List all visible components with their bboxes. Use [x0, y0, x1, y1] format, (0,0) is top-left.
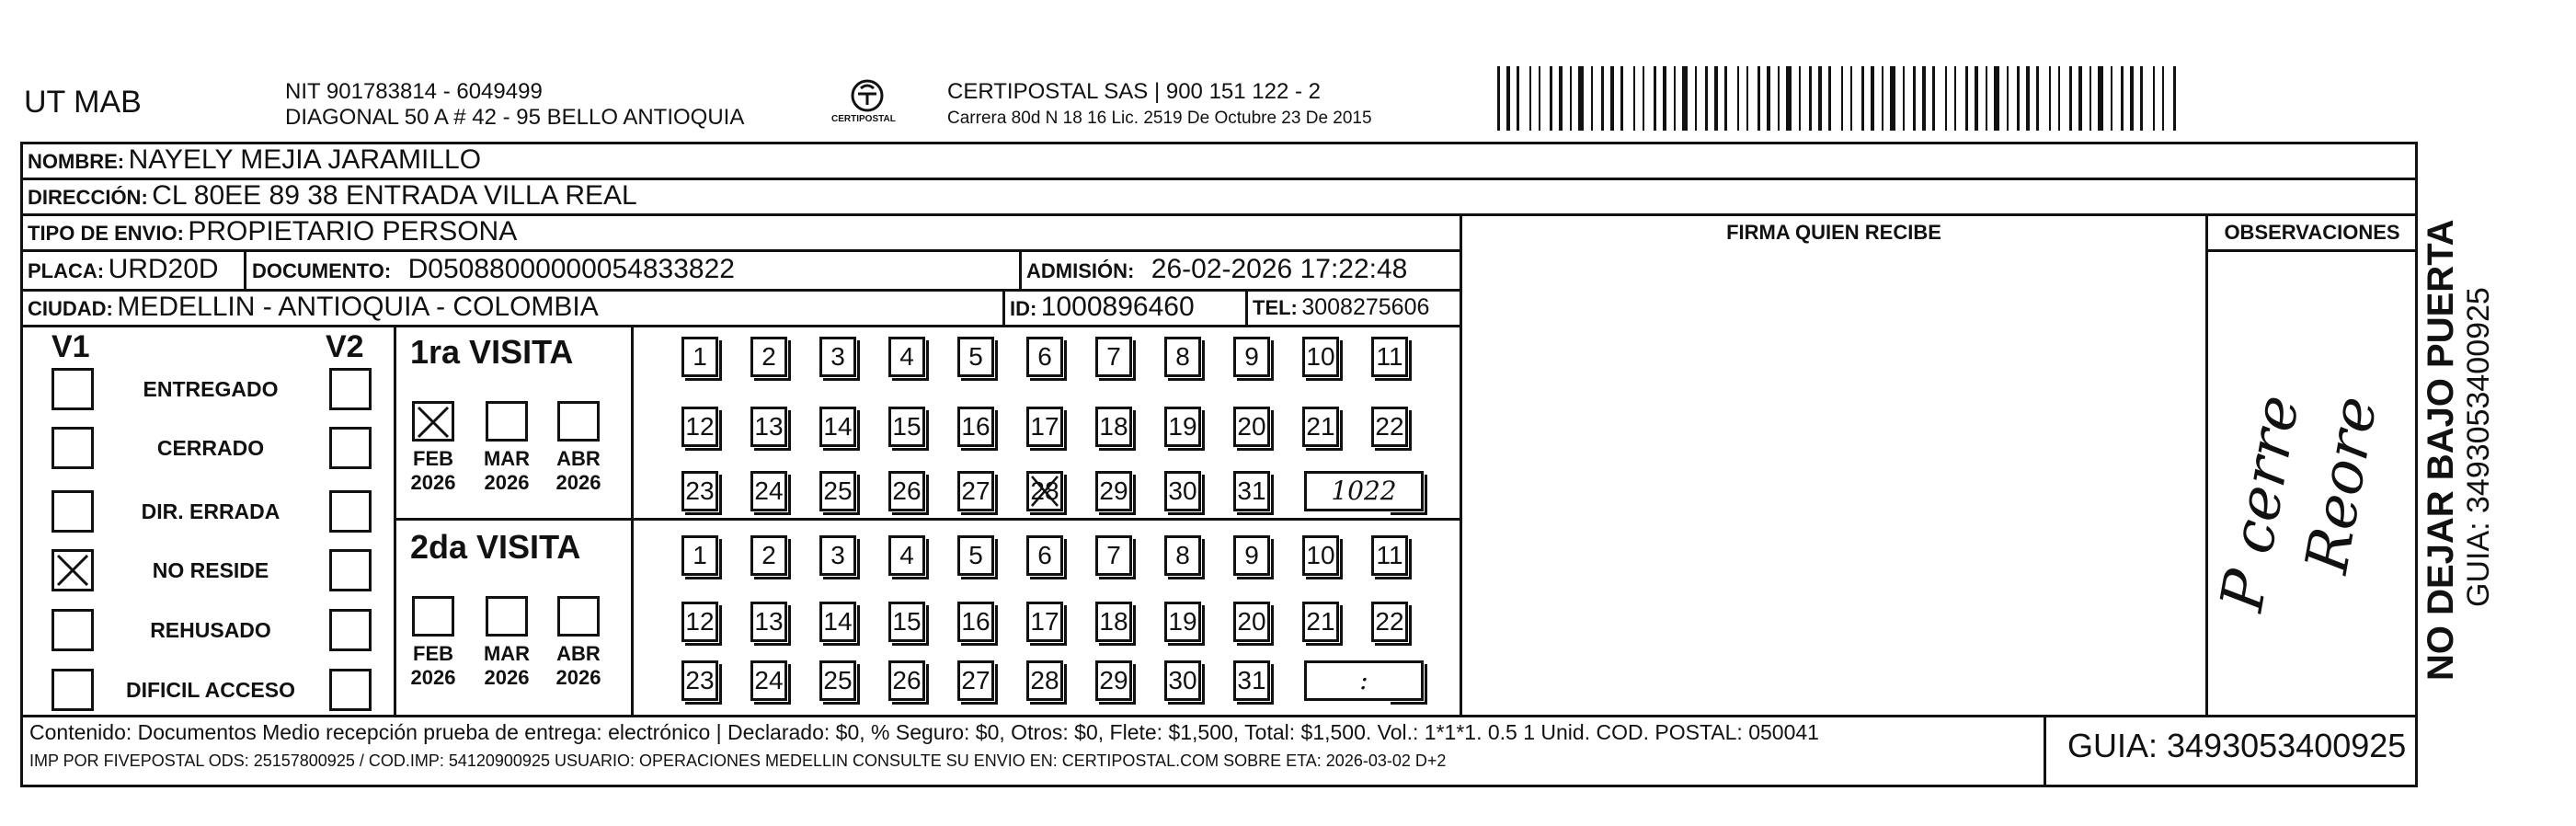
observaciones-header: OBSERVACIONES — [2224, 221, 2400, 244]
day-box[interactable]: 19 — [1164, 602, 1201, 642]
side-warning: NO DEJAR BAJO PUERTA — [2421, 219, 2461, 681]
firma-header: FIRMA QUIEN RECIBE — [1726, 221, 1941, 244]
day-box[interactable]: 20 — [1233, 602, 1270, 642]
month-checkbox[interactable] — [486, 596, 528, 637]
admision-label: ADMISIÓN: — [1026, 259, 1135, 282]
day-box[interactable]: 30 — [1164, 660, 1201, 701]
nombre-value: NAYELY MEJIA JARAMILLO — [128, 144, 482, 175]
day-box[interactable]: 22 — [1371, 602, 1408, 642]
status-label: NO RESIDE — [152, 558, 269, 582]
day-box[interactable]: 8 — [1164, 535, 1201, 576]
day-box[interactable]: 2 — [750, 337, 787, 377]
day-box[interactable]: 6 — [1026, 337, 1063, 377]
day-box[interactable]: 31 — [1233, 660, 1270, 701]
day-box[interactable]: 24 — [750, 660, 787, 701]
day-box[interactable]: 9 — [1233, 337, 1270, 377]
day-box[interactable]: 9 — [1233, 535, 1270, 576]
v2-checkbox[interactable] — [329, 669, 372, 711]
day-box[interactable]: 11 — [1371, 337, 1408, 377]
id-label: ID: — [1010, 297, 1037, 320]
day-box[interactable]: 17 — [1026, 602, 1063, 642]
footer-line-2: IMP POR FIVEPOSTAL ODS: 25157800925 / COD.IMP: 54120900925 USUARIO: OPERACIONES MEDELLIN CONSULTE SU ENVIO EN: CERTIPOSTAL.COM SOBRE ETA: 2026-03-02 D+2 — [29, 751, 1447, 770]
day-box[interactable]: 27 — [957, 471, 994, 511]
day-box[interactable]: 16 — [957, 602, 994, 642]
v1-checkbox[interactable] — [52, 549, 94, 591]
day-box[interactable]: 8 — [1164, 337, 1201, 377]
day-box[interactable]: 24 — [750, 471, 787, 511]
day-box[interactable]: 27 — [957, 660, 994, 701]
v1-checkbox[interactable] — [52, 427, 94, 469]
day-box[interactable]: 29 — [1095, 471, 1132, 511]
v1-header: V1 — [52, 329, 90, 364]
day-box[interactable]: 26 — [888, 660, 925, 701]
v1-checkbox[interactable] — [52, 490, 94, 533]
day-box[interactable]: 15 — [888, 602, 925, 642]
handwriting-line-2: Reore — [2293, 391, 2391, 579]
day-box[interactable]: 29 — [1095, 660, 1132, 701]
tel-label: TEL: — [1253, 296, 1298, 319]
day-box[interactable]: 25 — [819, 660, 856, 701]
day-box[interactable]: 10 — [1302, 337, 1339, 377]
footer-guia: GUIA: 3493053400925 — [2067, 727, 2407, 764]
day-box[interactable]: 13 — [750, 602, 787, 642]
v2-checkbox[interactable] — [329, 609, 372, 651]
placa-label: PLACA: — [28, 259, 105, 282]
day-box[interactable]: 30 — [1164, 471, 1201, 511]
month-label: MAR — [483, 642, 531, 665]
day-box[interactable]: 23 — [681, 660, 718, 701]
month-checkbox[interactable] — [557, 401, 600, 442]
day-box[interactable]: 5 — [957, 535, 994, 576]
day-box[interactable]: 1 — [681, 337, 718, 377]
v2-checkbox[interactable] — [329, 549, 372, 591]
barcode — [1497, 66, 2181, 131]
placa-value: URD20D — [108, 254, 219, 284]
observaciones-handwriting — [2208, 276, 2410, 699]
day-box[interactable]: 20 — [1233, 407, 1270, 447]
month-label: ABR — [556, 447, 601, 470]
handwriting-line-1: P cerre — [2208, 390, 2314, 616]
day-box[interactable]: 18 — [1095, 602, 1132, 642]
documento-value: D05088000000054833822 — [407, 254, 735, 284]
month-year: 2026 — [555, 666, 601, 689]
day-box[interactable]: 19 — [1164, 407, 1201, 447]
direccion-label: DIRECCIÓN: — [28, 186, 148, 209]
day-box[interactable]: 7 — [1095, 535, 1132, 576]
certipostal-logo — [826, 77, 909, 132]
direccion-value: CL 80EE 89 38 ENTRADA VILLA REAL — [152, 180, 637, 211]
day-box[interactable]: 5 — [957, 337, 994, 377]
day-box[interactable]: 14 — [819, 602, 856, 642]
carrier-name: CERTIPOSTAL SAS | 900 151 122 - 2 — [947, 79, 1321, 104]
month-checkbox[interactable] — [486, 401, 528, 442]
day-box[interactable]: 3 — [819, 337, 856, 377]
day-box[interactable]: 21 — [1302, 407, 1339, 447]
month-year: 2026 — [484, 666, 530, 689]
carrier-license: Carrera 80d N 18 16 Lic. 2519 De Octubre 23 De 2015 — [947, 109, 1372, 128]
v1-checkbox[interactable] — [52, 368, 94, 410]
day-box[interactable]: 12 — [681, 407, 718, 447]
month-label: FEB — [413, 642, 453, 665]
admision-value: 26-02-2026 17:22:48 — [1151, 254, 1408, 284]
day-box[interactable]: 14 — [819, 407, 856, 447]
month-label: ABR — [556, 642, 601, 665]
nombre-label: NOMBRE: — [28, 150, 125, 173]
month-year: 2026 — [410, 471, 456, 494]
month-checkbox[interactable] — [412, 401, 454, 442]
company-name: UT MAB — [24, 85, 142, 120]
day-box[interactable]: 6 — [1026, 535, 1063, 576]
day-box[interactable]: 7 — [1095, 337, 1132, 377]
day-box[interactable]: 18 — [1095, 407, 1132, 447]
day-box[interactable]: 25 — [819, 471, 856, 511]
month-label: MAR — [483, 447, 531, 470]
month-year: 2026 — [484, 471, 530, 494]
logo-text: CERTIPOSTAL — [831, 114, 896, 124]
day-box[interactable]: 4 — [888, 337, 925, 377]
month-year: 2026 — [410, 666, 456, 689]
month-checkbox[interactable] — [557, 596, 600, 637]
v1-checkbox[interactable] — [52, 609, 94, 651]
status-label: DIR. ERRADA — [141, 499, 280, 523]
day-box[interactable]: 13 — [750, 407, 787, 447]
day-box[interactable]: 23 — [681, 471, 718, 511]
status-label: REHUSADO — [150, 618, 271, 642]
day-box[interactable]: 16 — [957, 407, 994, 447]
day-box[interactable]: 26 — [888, 471, 925, 511]
documento-label: DOCUMENTO: — [252, 259, 392, 282]
visit1-time-box[interactable]: 1022 — [1304, 471, 1424, 511]
day-box[interactable]: 1 — [681, 535, 718, 576]
status-label: ENTREGADO — [143, 377, 279, 401]
id-value: 1000896460 — [1040, 292, 1195, 322]
day-box[interactable]: 3 — [819, 535, 856, 576]
day-box[interactable]: 28 — [1026, 660, 1063, 701]
v2-checkbox[interactable] — [329, 490, 372, 533]
v2-checkbox[interactable] — [329, 427, 372, 469]
ciudad-value: MEDELLIN - ANTIOQUIA - COLOMBIA — [117, 292, 599, 322]
month-year: 2026 — [555, 471, 601, 494]
company-address: DIAGONAL 50 A # 42 - 95 BELLO ANTIOQUIA — [285, 105, 745, 130]
day-box[interactable]: 22 — [1371, 407, 1408, 447]
status-label: DIFICIL ACCESO — [125, 678, 295, 702]
day-box[interactable]: 12 — [681, 602, 718, 642]
ciudad-label: CIUDAD: — [28, 297, 113, 320]
day-box[interactable]: 21 — [1302, 602, 1339, 642]
day-box[interactable]: 31 — [1233, 471, 1270, 511]
visit1-title: 1ra VISITA — [410, 333, 574, 371]
visit2-time-box[interactable]: : — [1304, 660, 1424, 701]
status-label: CERRADO — [156, 436, 265, 460]
visit2-title: 2da VISITA — [410, 528, 581, 566]
day-box[interactable]: 17 — [1026, 407, 1063, 447]
company-nit: NIT 901783814 - 6049499 — [285, 79, 543, 104]
day-box[interactable]: 11 — [1371, 535, 1408, 576]
day-box[interactable]: 28 — [1026, 471, 1063, 511]
v2-header: V2 — [326, 329, 364, 364]
day-box[interactable]: 2 — [750, 535, 787, 576]
day-box[interactable]: 15 — [888, 407, 925, 447]
tipo-label: TIPO DE ENVIO: — [28, 222, 184, 245]
v1-checkbox[interactable] — [52, 669, 94, 711]
month-label: FEB — [413, 447, 453, 470]
side-guia: GUIA: 3493053400925 — [2461, 287, 2496, 607]
day-box[interactable]: 4 — [888, 535, 925, 576]
v2-checkbox[interactable] — [329, 368, 372, 410]
month-checkbox[interactable] — [412, 596, 454, 637]
tel-value: 3008275606 — [1301, 294, 1430, 320]
tipo-value: PROPIETARIO PERSONA — [188, 216, 518, 247]
day-box[interactable]: 10 — [1302, 535, 1339, 576]
footer-line-1: Contenido: Documentos Medio recepción prueba de entrega: electrónico | Declarado: $0, % Seguro: $0, Otros: $0, Flete: $1,500, Total: $1,500. Vol.: 1*1*1. 0.5 1 Unid. COD. POSTAL: 050041 — [29, 720, 1819, 744]
